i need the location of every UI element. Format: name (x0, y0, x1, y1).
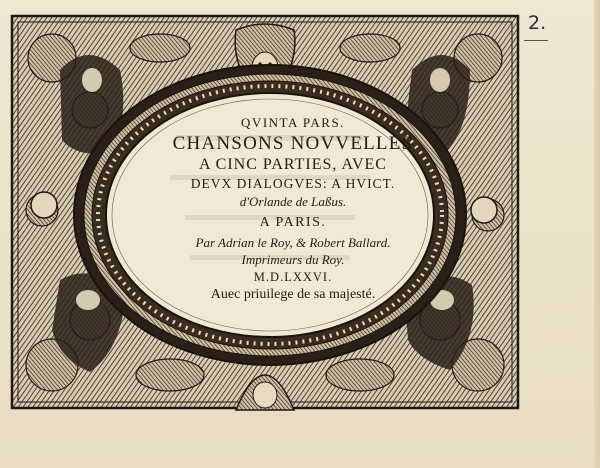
part-designation: QVINTA PARS. (241, 115, 345, 130)
subtitle-line-2: DEVX DIALOGVES: A HVICT. (190, 176, 396, 191)
main-title: CHANSONS NOVVELLES (172, 133, 414, 154)
subtitle-line-1: A CINC PARTIES, AVEC (199, 156, 387, 173)
publication-year: M.D.LXXVI. (253, 269, 333, 284)
title-text-block (150, 116, 436, 302)
printers-title: Imprimeurs du Roy. (241, 251, 345, 267)
place-of-printing: A PARIS. (259, 214, 327, 230)
privilege-line: Auec priuilege de sa majesté. (210, 287, 376, 302)
printers-line: Par Adrian le Roy, & Robert Ballard. (195, 234, 391, 250)
author-line: d'Orlande de Laßus. (239, 193, 347, 209)
shelfmark-underline (524, 40, 548, 41)
shelfmark-number: 2. (528, 12, 547, 34)
